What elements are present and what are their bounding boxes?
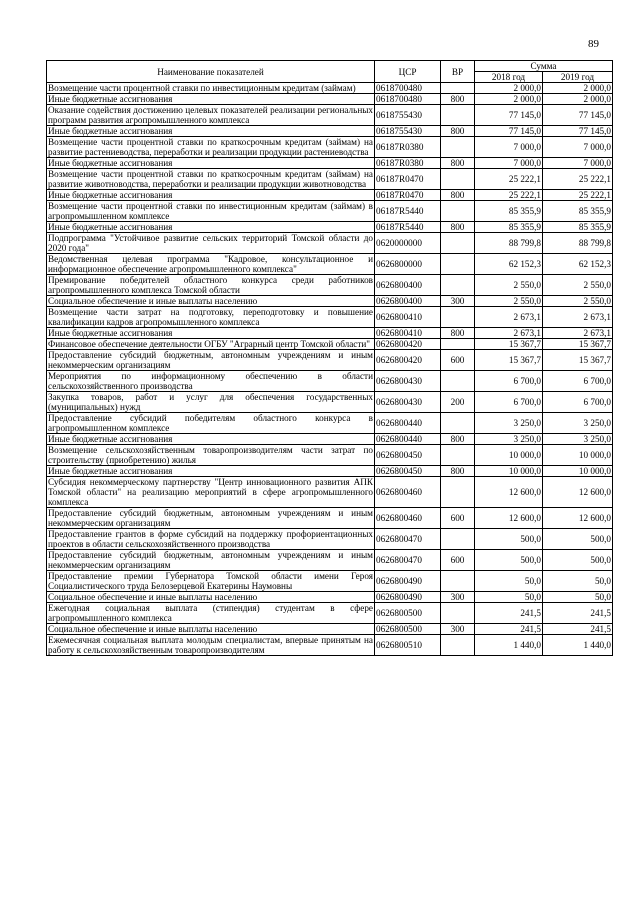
- row-2019-cell: 50,0: [543, 592, 613, 603]
- row-vr-cell: [441, 571, 475, 592]
- row-name-cell: Иные бюджетные ассигнования: [47, 222, 375, 233]
- header-year-2019: 2019 год: [543, 72, 613, 83]
- row-2019-cell: 3 250,0: [543, 434, 613, 445]
- row-vr-cell: [441, 371, 475, 392]
- row-csr-cell: 0626800470: [375, 550, 441, 571]
- row-name-cell: Субсидия некоммерческому партнерству "Центр инновационного развития АПК Томской области" на реализацию мероприятий в сфере агропромышленного комплекса: [48, 477, 373, 507]
- row-vr-cell: 800: [441, 328, 475, 339]
- row-2019-cell: 3 250,0: [543, 413, 613, 434]
- row-name-cell: Иные бюджетные ассигнования: [47, 466, 375, 477]
- table-row: [47, 392, 613, 413]
- header-csr: ЦСР: [375, 61, 441, 83]
- row-csr-cell: 0618700480: [375, 94, 441, 105]
- row-vr-cell: [441, 169, 475, 190]
- row-name-cell: Иные бюджетные ассигнования: [47, 328, 375, 339]
- row-2019-cell: 15 367,7: [543, 350, 613, 371]
- row-csr-cell: 06187R5440: [375, 222, 441, 233]
- row-vr-cell: 800: [441, 466, 475, 477]
- table-row: [47, 466, 613, 477]
- header-name: Наименование показателей: [47, 61, 375, 83]
- table-row: [47, 233, 613, 254]
- row-vr-cell: 800: [441, 126, 475, 137]
- row-2018-cell: 2 550,0: [475, 296, 543, 307]
- row-name-cell: Премирование победителей областного конкурса среди работников агропромышленного комплекса Томской области: [48, 275, 373, 295]
- row-vr-cell: [441, 307, 475, 328]
- row-2019-cell: 50,0: [543, 571, 613, 592]
- row-vr-cell: [441, 201, 475, 222]
- row-2018-cell: 85 355,9: [475, 222, 543, 233]
- row-vr-cell: 300: [441, 624, 475, 635]
- row-name-cell: Иные бюджетные ассигнования: [47, 190, 375, 201]
- row-vr-cell: 800: [441, 190, 475, 201]
- row-2018-cell: 7 000,0: [475, 158, 543, 169]
- row-vr-cell: [441, 83, 475, 94]
- row-vr-cell: 300: [441, 592, 475, 603]
- row-vr-cell: [441, 445, 475, 466]
- row-name-cell: Предоставление субсидий бюджетным, автономным учреждениям и иным некоммерческим организациям: [48, 508, 373, 528]
- row-name-cell: Ведомственная целевая программа "Кадровое, консультационное и информационное обеспечение агропромышленного комплекса": [48, 254, 373, 274]
- page-number: 89: [588, 38, 599, 50]
- row-name-cell: Подпрограмма "Устойчивое развитие сельских территорий Томской области до 2020 года": [48, 233, 373, 253]
- row-name-cell: Предоставление субсидий победителям областного конкурса в агропромышленном комплексе: [48, 413, 373, 433]
- row-2018-cell: 2 000,0: [475, 83, 543, 94]
- row-2018-cell: 50,0: [475, 571, 543, 592]
- row-2019-cell: 12 600,0: [543, 477, 613, 508]
- row-2019-cell: 1 440,0: [543, 635, 613, 656]
- row-csr-cell: 0626800430: [375, 392, 441, 413]
- row-2018-cell: 10 000,0: [475, 466, 543, 477]
- table-row: [47, 137, 613, 158]
- row-2018-cell: 2 550,0: [475, 275, 543, 296]
- row-csr-cell: 0626800420: [375, 339, 441, 350]
- row-name-cell: Предоставление грантов в форме субсидий на поддержку профориентационных проектов в области сельскохозяйственного производства: [48, 529, 373, 549]
- row-2018-cell: 88 799,8: [475, 233, 543, 254]
- table-row: [47, 413, 613, 434]
- row-2019-cell: 88 799,8: [543, 233, 613, 254]
- row-csr-cell: 0626800490: [375, 592, 441, 603]
- row-2018-cell: 12 600,0: [475, 508, 543, 529]
- row-2018-cell: 77 145,0: [475, 105, 543, 126]
- table-row: [47, 624, 613, 635]
- row-csr-cell: 0626800400: [375, 296, 441, 307]
- header-year-2018: 2018 год: [475, 72, 543, 83]
- table-row: [47, 592, 613, 603]
- row-vr-cell: [441, 233, 475, 254]
- table-row: [47, 126, 613, 137]
- row-csr-cell: 0626800410: [375, 307, 441, 328]
- row-csr-cell: 0626800450: [375, 466, 441, 477]
- row-2018-cell: 1 440,0: [475, 635, 543, 656]
- row-2019-cell: 77 145,0: [543, 105, 613, 126]
- row-2019-cell: 7 000,0: [543, 158, 613, 169]
- row-2018-cell: 500,0: [475, 529, 543, 550]
- row-2018-cell: 77 145,0: [475, 126, 543, 137]
- row-name-cell: Финансовое обеспечение деятельности ОГБУ "Аграрный центр Томской области": [47, 339, 375, 350]
- row-2019-cell: 7 000,0: [543, 137, 613, 158]
- table-row: [47, 603, 613, 624]
- row-csr-cell: 0626800430: [375, 371, 441, 392]
- row-csr-cell: 0626800450: [375, 445, 441, 466]
- row-2019-cell: 85 355,9: [543, 222, 613, 233]
- row-csr-cell: 06187R0380: [375, 158, 441, 169]
- row-2018-cell: 50,0: [475, 592, 543, 603]
- row-2018-cell: 25 222,1: [475, 169, 543, 190]
- row-2018-cell: 12 600,0: [475, 477, 543, 508]
- row-vr-cell: 200: [441, 392, 475, 413]
- header-sum: Сумма: [475, 61, 613, 72]
- table-row: [47, 158, 613, 169]
- row-name-cell: Мероприятия по информационному обеспечению в области сельскохозяйственного производства: [48, 371, 373, 391]
- row-csr-cell: 06187R5440: [375, 201, 441, 222]
- row-name-cell: Социальное обеспечение и иные выплаты населению: [47, 624, 375, 635]
- row-name-cell: Закупка товаров, работ и услуг для обеспечения государственных (муниципальных) нужд: [48, 392, 373, 412]
- row-2019-cell: 77 145,0: [543, 126, 613, 137]
- table-row: [47, 307, 613, 328]
- row-2019-cell: 241,5: [543, 603, 613, 624]
- row-vr-cell: 600: [441, 508, 475, 529]
- table-row: [47, 445, 613, 466]
- row-csr-cell: 0626800440: [375, 434, 441, 445]
- row-2018-cell: 62 152,3: [475, 254, 543, 275]
- row-2019-cell: 10 000,0: [543, 445, 613, 466]
- row-vr-cell: [441, 413, 475, 434]
- row-2019-cell: 2 550,0: [543, 275, 613, 296]
- row-csr-cell: 0626800000: [375, 254, 441, 275]
- table-row: [47, 434, 613, 445]
- row-vr-cell: [441, 635, 475, 656]
- row-2019-cell: 10 000,0: [543, 466, 613, 477]
- row-2018-cell: 3 250,0: [475, 434, 543, 445]
- row-2018-cell: 2 673,1: [475, 328, 543, 339]
- row-csr-cell: 0626800470: [375, 529, 441, 550]
- row-csr-cell: 0618700480: [375, 83, 441, 94]
- row-name-cell: Ежегодная социальная выплата (стипендия) студентам в сфере агропромышленного комплекса: [48, 603, 373, 623]
- table-row: [47, 105, 613, 126]
- row-2018-cell: 2 000,0: [475, 94, 543, 105]
- row-vr-cell: [441, 339, 475, 350]
- row-name-cell: Возмещение части процентной ставки по инвестиционным кредитам (займам) в агропромышленном комплексе: [48, 201, 373, 221]
- row-2019-cell: 2 673,1: [543, 307, 613, 328]
- table-row: [47, 201, 613, 222]
- row-2018-cell: 241,5: [475, 603, 543, 624]
- table-row: [47, 296, 613, 307]
- row-vr-cell: 600: [441, 350, 475, 371]
- row-2019-cell: 500,0: [543, 550, 613, 571]
- row-2018-cell: 2 673,1: [475, 307, 543, 328]
- row-csr-cell: 0618755430: [375, 126, 441, 137]
- row-name-cell: Иные бюджетные ассигнования: [47, 94, 375, 105]
- row-2019-cell: 12 600,0: [543, 508, 613, 529]
- row-csr-cell: 0626800400: [375, 275, 441, 296]
- row-csr-cell: 0618755430: [375, 105, 441, 126]
- row-2019-cell: 2 000,0: [543, 83, 613, 94]
- row-csr-cell: 0626800460: [375, 508, 441, 529]
- table-body: [47, 83, 613, 656]
- row-2019-cell: 6 700,0: [543, 392, 613, 413]
- row-vr-cell: [441, 529, 475, 550]
- row-2019-cell: 241,5: [543, 624, 613, 635]
- row-2019-cell: 2 000,0: [543, 94, 613, 105]
- budget-table: [46, 60, 613, 656]
- row-name-cell: Возмещение сельскохозяйственным товаропроизводителям части затрат по строительству (приобретению) жилья: [48, 445, 373, 465]
- row-csr-cell: 06187R0470: [375, 169, 441, 190]
- row-name-cell: Возмещение части затрат на подготовку, переподготовку и повышение квалификации кадров агропромышленного комплекса: [48, 307, 373, 327]
- row-vr-cell: [441, 477, 475, 508]
- table-row: [47, 339, 613, 350]
- row-vr-cell: [441, 275, 475, 296]
- table-row: [47, 550, 613, 571]
- row-vr-cell: 800: [441, 158, 475, 169]
- row-name-cell: Возмещение части процентной ставки по инвестиционным кредитам (займам): [47, 83, 375, 94]
- row-name-cell: Иные бюджетные ассигнования: [47, 158, 375, 169]
- table-row: [47, 635, 613, 656]
- table-row: [47, 477, 613, 508]
- row-2018-cell: 85 355,9: [475, 201, 543, 222]
- row-vr-cell: 300: [441, 296, 475, 307]
- row-name-cell: Иные бюджетные ассигнования: [47, 434, 375, 445]
- row-csr-cell: 0626800500: [375, 603, 441, 624]
- row-vr-cell: [441, 137, 475, 158]
- row-csr-cell: 0626800510: [375, 635, 441, 656]
- row-2019-cell: 15 367,7: [543, 339, 613, 350]
- row-csr-cell: 0626800440: [375, 413, 441, 434]
- table-row: [47, 169, 613, 190]
- row-name-cell: Возмещение части процентной ставки по краткосрочным кредитам (займам) на развитие животноводства, переработки и реализации продукции животноводства: [48, 169, 373, 189]
- row-2019-cell: 2 673,1: [543, 328, 613, 339]
- row-name-cell: Предоставление премии Губернатора Томской области имени Героя Социалистического труда Белозерцевой Екатерины Наумовны: [48, 571, 373, 591]
- table-row: [47, 254, 613, 275]
- row-vr-cell: [441, 105, 475, 126]
- table-row: [47, 350, 613, 371]
- row-2018-cell: 6 700,0: [475, 371, 543, 392]
- table-row: [47, 508, 613, 529]
- row-2018-cell: 500,0: [475, 550, 543, 571]
- row-name-cell: Оказание содействия достижению целевых показателей реализации региональных программ развития агропромышленного комплекса: [48, 105, 373, 125]
- row-2018-cell: 15 367,7: [475, 350, 543, 371]
- row-2019-cell: 25 222,1: [543, 190, 613, 201]
- table-row: [47, 571, 613, 592]
- row-2018-cell: 241,5: [475, 624, 543, 635]
- table-row: [47, 83, 613, 94]
- row-2018-cell: 7 000,0: [475, 137, 543, 158]
- row-name-cell: Социальное обеспечение и иные выплаты населению: [47, 592, 375, 603]
- table-row: [47, 328, 613, 339]
- row-2018-cell: 6 700,0: [475, 392, 543, 413]
- table-row: [47, 190, 613, 201]
- row-name-cell: Социальное обеспечение и иные выплаты населению: [47, 296, 375, 307]
- row-name-cell: Возмещение части процентной ставки по краткосрочным кредитам (займам) на развитие растениеводства, переработки и реализации продукции растениеводства: [48, 137, 373, 157]
- row-csr-cell: 0620000000: [375, 233, 441, 254]
- row-vr-cell: 800: [441, 222, 475, 233]
- row-csr-cell: 0626800420: [375, 350, 441, 371]
- row-name-cell: Иные бюджетные ассигнования: [47, 126, 375, 137]
- row-csr-cell: 0626800500: [375, 624, 441, 635]
- row-2018-cell: 10 000,0: [475, 445, 543, 466]
- table-row: [47, 94, 613, 105]
- table-row: [47, 529, 613, 550]
- row-csr-cell: 06187R0470: [375, 190, 441, 201]
- row-2019-cell: 85 355,9: [543, 201, 613, 222]
- row-2019-cell: 500,0: [543, 529, 613, 550]
- row-2019-cell: 6 700,0: [543, 371, 613, 392]
- header-vr: ВР: [441, 61, 475, 83]
- row-2019-cell: 2 550,0: [543, 296, 613, 307]
- table-row: [47, 222, 613, 233]
- row-vr-cell: [441, 603, 475, 624]
- row-name-cell: Ежемесячная социальная выплата молодым специалистам, впервые принятым на работу к сельскохозяйственным товаропроизводителям: [48, 635, 373, 655]
- row-csr-cell: 0626800410: [375, 328, 441, 339]
- row-2018-cell: 15 367,7: [475, 339, 543, 350]
- row-name-cell: Предоставление субсидий бюджетным, автономным учреждениям и иным некоммерческим организациям: [48, 550, 373, 570]
- row-vr-cell: [441, 254, 475, 275]
- row-2019-cell: 25 222,1: [543, 169, 613, 190]
- row-vr-cell: 600: [441, 550, 475, 571]
- row-vr-cell: 800: [441, 434, 475, 445]
- row-name-cell: Предоставление субсидий бюджетным, автономным учреждениям и иным некоммерческим организациям: [48, 350, 373, 370]
- table-row: [47, 275, 613, 296]
- row-vr-cell: 800: [441, 94, 475, 105]
- row-2018-cell: 25 222,1: [475, 190, 543, 201]
- row-2019-cell: 62 152,3: [543, 254, 613, 275]
- row-csr-cell: 06187R0380: [375, 137, 441, 158]
- table-row: [47, 371, 613, 392]
- row-csr-cell: 0626800460: [375, 477, 441, 508]
- row-2018-cell: 3 250,0: [475, 413, 543, 434]
- row-csr-cell: 0626800490: [375, 571, 441, 592]
